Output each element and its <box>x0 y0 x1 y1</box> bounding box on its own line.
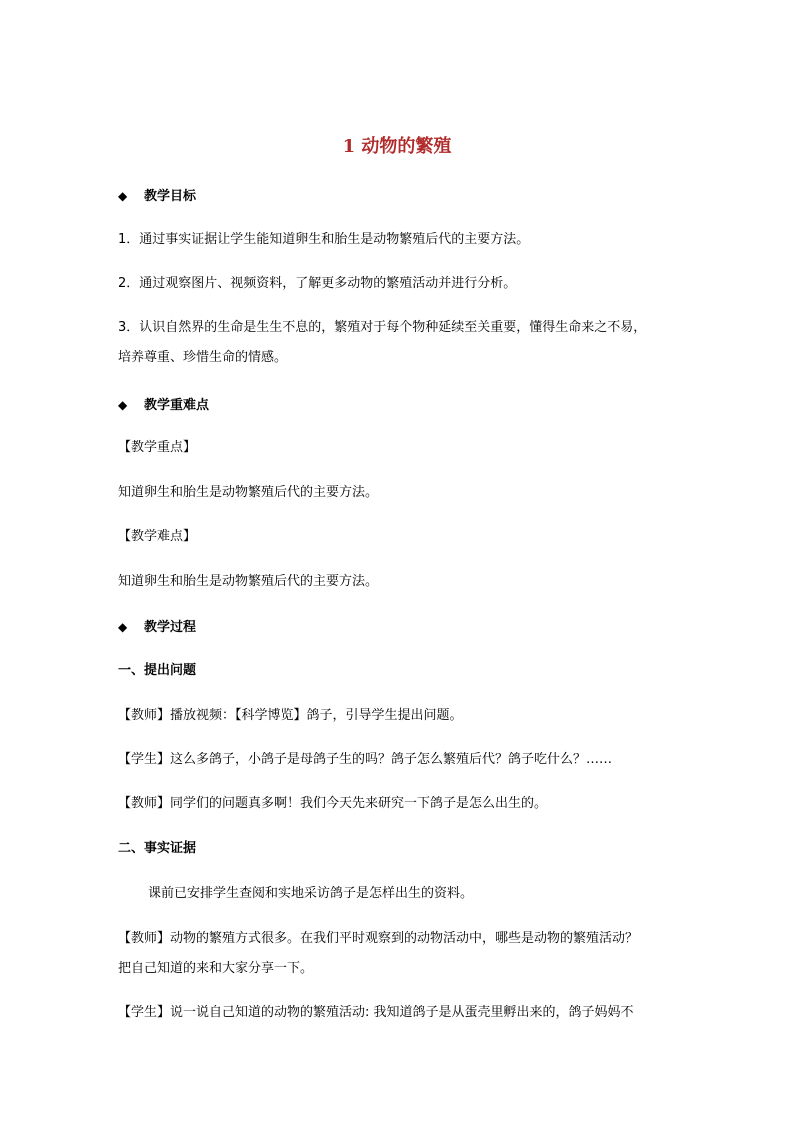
key-point-text: 知道卵生和胎生是动物繁殖后代的主要方法。 <box>118 485 379 500</box>
dialogue-line: 【教师】动物的繁殖方式很多。在我们平时观察到的动物活动中，哪些是动物的繁殖活动？ <box>118 931 639 946</box>
key-point-label: 【教学重点】 <box>118 440 197 455</box>
section-heading-goals <box>118 186 698 207</box>
difficulty-label: 【教学难点】 <box>118 529 197 544</box>
section-heading-key-points <box>118 395 698 416</box>
section-heading-process <box>118 617 698 638</box>
section-heading-text: 教学过程 <box>144 620 197 635</box>
goal-item: 3．认识自然界的生命是生生不息的，繁殖对于每个物种延续至关重要，懂得生命来之不易， <box>118 320 647 335</box>
goal-item: 1．通过事实证据让学生能知道卵生和胎生是动物繁殖后代的主要方法。 <box>118 232 530 247</box>
difficulty-text: 知道卵生和胎生是动物繁殖后代的主要方法。 <box>118 574 379 589</box>
diamond-bullet-icon: ◆ <box>118 620 128 634</box>
part2-intro: 课前已安排学生查阅和实地采访鸽子是怎样出生的资料。 <box>148 886 474 901</box>
document-title: 1 动物的繁殖 <box>342 136 452 157</box>
part1-heading: 一、提出问题 <box>118 663 197 678</box>
goal-item-continued: 培养尊重、珍惜生命的情感。 <box>118 350 288 365</box>
dialogue-line: 【教师】播放视频：【科学博览】鸽子，引导学生提出问题。 <box>118 708 463 723</box>
diamond-bullet-icon: ◆ <box>118 189 128 203</box>
part2-heading: 二、事实证据 <box>118 841 197 856</box>
dialogue-line: 【学生】这么多鸽子，小鸽子是母鸽子生的吗？鸽子怎么繁殖后代？鸽子吃什么？…… <box>118 752 613 767</box>
dialogue-line-continued: 把自己知道的来和大家分享一下。 <box>118 961 314 976</box>
section-heading-text: 教学目标 <box>144 189 197 204</box>
goal-item: 2．通过观察图片、视频资料，了解更多动物的繁殖活动并进行分析。 <box>118 276 517 291</box>
dialogue-line: 【学生】说一说自己知道的动物的繁殖活动: 我知道鸽子是从蛋壳里孵出来的，鸽子妈妈不 <box>118 1005 634 1020</box>
dialogue-line: 【教师】同学们的问题真多啊！我们今天先来研究一下鸽子是怎么出生的。 <box>118 796 548 811</box>
diamond-bullet-icon: ◆ <box>118 398 128 412</box>
section-heading-text: 教学重难点 <box>144 398 210 413</box>
